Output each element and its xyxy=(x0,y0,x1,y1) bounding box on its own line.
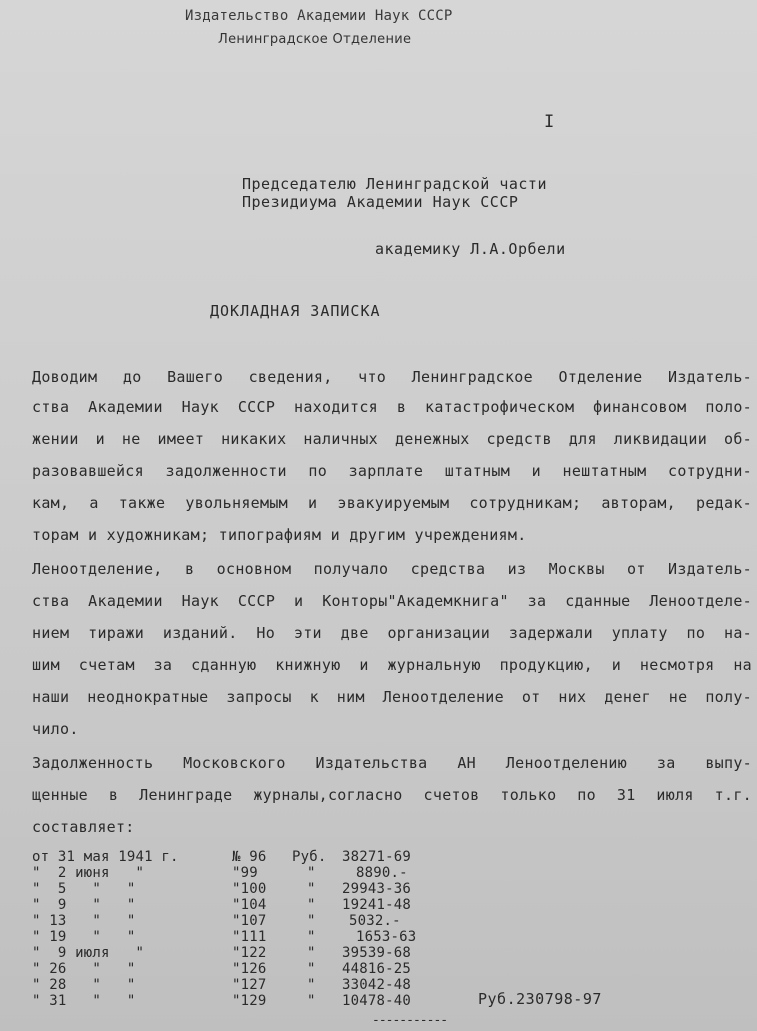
body-line: шим счетам за сданную книжную и журнальную продукцию, и несмотря на xyxy=(32,656,752,674)
table-cell-currency: " xyxy=(307,977,316,993)
table-cell-amount: 19241-48 xyxy=(342,897,412,913)
body-line: наши неоднократные запросы к ним Леноотделение от них денег не полу- xyxy=(32,688,752,706)
table-cell-number: "100 xyxy=(232,881,267,897)
table-cell-number: "126 xyxy=(232,961,267,977)
table-cell-amount: 10478-40 xyxy=(342,993,412,1009)
branch-header: Ленинградское Отделение xyxy=(218,32,412,47)
table-cell-amount: 29943-36 xyxy=(342,881,412,897)
body-line: ства Академии Наук СССР и Конторы"Академкнига" за сданные Леноотделе- xyxy=(32,592,752,610)
table-cell-amount: 8890.- xyxy=(356,865,408,881)
table-cell-currency: " xyxy=(307,897,316,913)
table-cell-date: " 9 " " xyxy=(32,897,136,913)
body-line: ства Академии Наук СССР находится в катастрофическом финансовом поло- xyxy=(32,398,752,416)
table-cell-amount: 5032.- xyxy=(349,913,401,929)
table-cell-amount: 33042-48 xyxy=(342,977,412,993)
addressee-line-2: Президиума Академии Наук СССР xyxy=(242,193,519,211)
table-cell-number: "107 xyxy=(232,913,267,929)
table-cell-number: "104 xyxy=(232,897,267,913)
table-cell-currency: Руб. xyxy=(292,849,327,865)
table-cell-date: " 5 " " xyxy=(32,881,136,897)
table-cell-date: " 9 июля " xyxy=(32,945,145,961)
table-cell-amount: 39539-68 xyxy=(342,945,412,961)
table-cell-number: "99 xyxy=(232,865,258,881)
body-line: торам и художникам; типографиям и другим учреждениям. xyxy=(32,526,527,544)
body-line: чило. xyxy=(32,720,79,738)
table-cell-currency: " xyxy=(307,961,316,977)
underline-dashes: ----------- xyxy=(372,1013,448,1028)
table-cell-date: " 28 " " xyxy=(32,977,136,993)
body-line: составляет: xyxy=(32,818,135,836)
table-cell-currency: " xyxy=(307,929,316,945)
body-line: щенные в Ленинграде журналы,согласно счетов только по 31 июля т.г. xyxy=(32,786,752,804)
table-cell-number: № 96 xyxy=(232,849,267,865)
body-line: Задолженность Московского Издательства АН Леноотделению за выпу- xyxy=(32,754,752,772)
table-cell-date: " 13 " " xyxy=(32,913,136,929)
body-line: жении и не имеет никаких наличных денежных средств для ликвидации об- xyxy=(32,430,752,448)
table-cell-currency: " xyxy=(307,945,316,961)
table-cell-date: " 31 " " xyxy=(32,993,136,1009)
table-cell-number: "111 xyxy=(232,929,267,945)
total-amount: Руб.230798-97 xyxy=(478,990,602,1008)
body-line: Доводим до Вашего сведения, что Ленинградское Отделение Издатель- xyxy=(32,368,752,386)
table-cell-number: "122 xyxy=(232,945,267,961)
table-cell-number: "129 xyxy=(232,993,267,1009)
table-cell-currency: " xyxy=(307,881,316,897)
page-number: I xyxy=(544,112,555,132)
body-line: нием тиражи изданий. Но эти две организации задержали уплату по на- xyxy=(32,624,752,642)
table-cell-amount: 1653-63 xyxy=(356,929,417,945)
table-cell-currency: " xyxy=(307,913,316,929)
table-cell-number: "127 xyxy=(232,977,267,993)
table-cell-date: " 19 " " xyxy=(32,929,136,945)
addressee-line-1: Председателю Ленинградской части xyxy=(242,175,547,193)
body-line: Леноотделение, в основном получало средства из Москвы от Издатель- xyxy=(32,560,752,578)
table-cell-date: от 31 мая 1941 г. xyxy=(32,849,179,865)
addressee-line-3: академику Л.А.Орбели xyxy=(375,240,566,258)
table-cell-date: " 2 июня " xyxy=(32,865,145,881)
table-cell-amount: 38271-69 xyxy=(342,849,412,865)
table-cell-currency: " xyxy=(307,993,316,1009)
table-cell-date: " 26 " " xyxy=(32,961,136,977)
body-line: кам, а также увольняемым и эвакуируемым сотрудникам; авторам, редак- xyxy=(32,494,752,512)
body-line: разовавшейся задолженности по зарплате штатным и нештатным сотрудни- xyxy=(32,462,752,480)
document-title: ДОКЛАДНАЯ ЗАПИСКА xyxy=(210,302,381,320)
table-cell-currency: " xyxy=(307,865,316,881)
publisher-header: Издательство Академии Наук СССР xyxy=(185,8,453,24)
table-cell-amount: 44816-25 xyxy=(342,961,412,977)
